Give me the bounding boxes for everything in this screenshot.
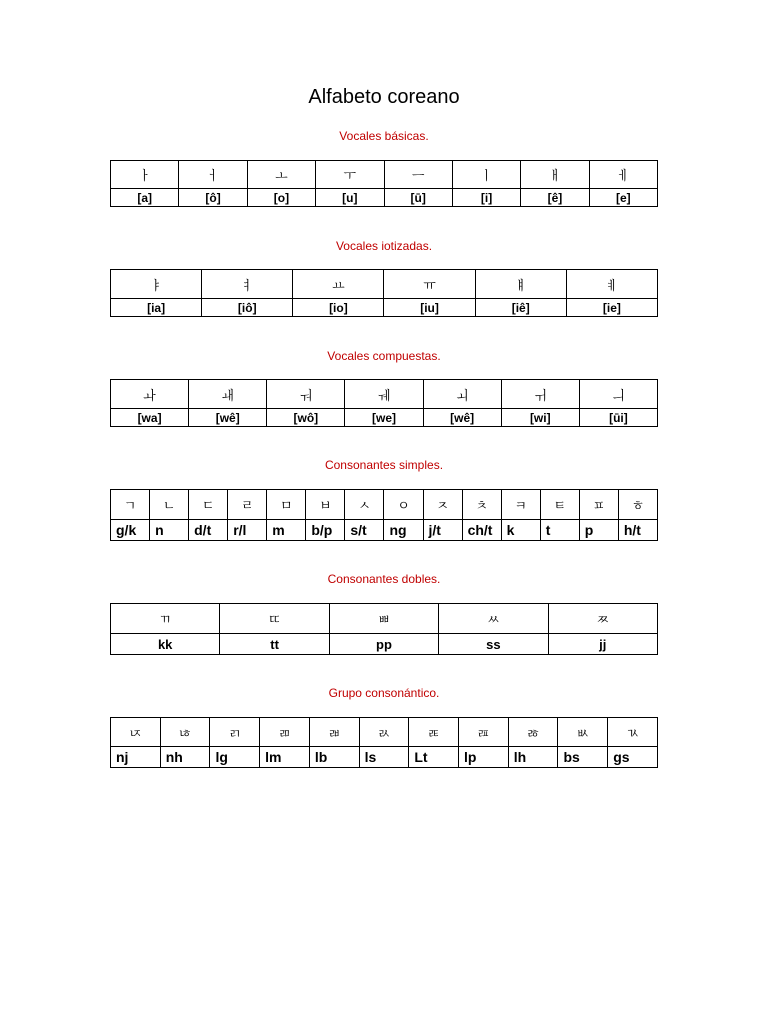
letter-cell: ㄿ — [459, 718, 509, 747]
letter-cell: ㅖ — [566, 270, 657, 299]
letter-cell: ㅂ — [306, 490, 345, 520]
letters-row — [111, 490, 658, 520]
letter-cell: ㅗ — [247, 161, 315, 189]
sound-cell: lg — [210, 747, 260, 768]
letter-cell: ㄸ — [220, 604, 329, 634]
sound-cell: lh — [508, 747, 558, 768]
sound-cell: ng — [384, 520, 423, 541]
table-vocales-compuestas — [110, 379, 658, 427]
letter-cell: ㄹ — [228, 490, 267, 520]
sound-cell: k — [501, 520, 540, 541]
letter-cell: ㅄ — [558, 718, 608, 747]
letter-cell: ㅍ — [579, 490, 618, 520]
sound-cell: lp — [459, 747, 509, 768]
table-vocales-iotizadas — [110, 269, 658, 317]
letter-cell: ㅣ — [452, 161, 520, 189]
letter-cell: ㅙ — [189, 380, 267, 409]
letter-cell: ㅘ — [111, 380, 189, 409]
letter-cell: ㅈ — [423, 490, 462, 520]
letter-cell: ㅋ — [501, 490, 540, 520]
letter-cell: ㅠ — [384, 270, 475, 299]
sound-cell: [o] — [247, 189, 315, 207]
letter-cell: ㄷ — [189, 490, 228, 520]
sound-cell: j/t — [423, 520, 462, 541]
letter-cell: ㄶ — [160, 718, 210, 747]
sound-cell: [ê] — [521, 189, 589, 207]
sound-cell: g/k — [111, 520, 150, 541]
sound-cell: [wô] — [267, 409, 345, 427]
sound-cell: nh — [160, 747, 210, 768]
sound-cell: gs — [608, 747, 658, 768]
sound-cell: [ū] — [384, 189, 452, 207]
sound-cell: [a] — [111, 189, 179, 207]
sound-cell: [i] — [452, 189, 520, 207]
sound-cell: h/t — [618, 520, 657, 541]
sound-cell: tt — [220, 634, 329, 655]
sound-cell: [iô] — [202, 299, 293, 317]
sound-cell: [wa] — [111, 409, 189, 427]
letters-row — [111, 718, 658, 747]
letter-cell: ㅢ — [579, 380, 657, 409]
letter-cell: ㅞ — [345, 380, 423, 409]
letter-cell: ㅐ — [521, 161, 589, 189]
letter-cell: ㄼ — [309, 718, 359, 747]
sound-cell: p — [579, 520, 618, 541]
sounds-row — [111, 409, 658, 427]
letter-cell: ㅔ — [589, 161, 657, 189]
sound-cell: n — [150, 520, 189, 541]
sound-cell: [iu] — [384, 299, 475, 317]
letter-cell: ㅀ — [508, 718, 558, 747]
sound-cell: lb — [309, 747, 359, 768]
letter-cell: ㄱ — [111, 490, 150, 520]
letter-cell: ㄵ — [111, 718, 161, 747]
letter-cell: ㄳ — [608, 718, 658, 747]
section-heading-vocales-compuestas: Vocales compuestas. — [327, 349, 441, 363]
letter-cell: ㅓ — [179, 161, 247, 189]
letter-cell: ㅎ — [618, 490, 657, 520]
sound-cell: s/t — [345, 520, 384, 541]
sound-cell: b/p — [306, 520, 345, 541]
sound-cell: [wê] — [423, 409, 501, 427]
letter-cell: ㅕ — [202, 270, 293, 299]
letter-cell: ㅇ — [384, 490, 423, 520]
letter-cell: ㅚ — [423, 380, 501, 409]
sound-cell: jj — [548, 634, 657, 655]
sound-cell: ls — [359, 747, 409, 768]
table-consonantes-dobles — [110, 603, 658, 655]
letter-cell: ㄻ — [260, 718, 310, 747]
sound-cell: t — [540, 520, 579, 541]
table-consonantes-simples — [110, 489, 658, 541]
sound-cell: pp — [329, 634, 438, 655]
letter-cell: ㅟ — [501, 380, 579, 409]
letters-row — [111, 380, 658, 409]
letter-cell: ㄺ — [210, 718, 260, 747]
sound-cell: kk — [111, 634, 220, 655]
letters-row — [111, 270, 658, 299]
sound-cell: bs — [558, 747, 608, 768]
letter-cell: ㅡ — [384, 161, 452, 189]
sound-cell: [ia] — [111, 299, 202, 317]
sounds-row — [111, 189, 658, 207]
letter-cell: ㅒ — [475, 270, 566, 299]
letter-cell: ㄾ — [409, 718, 459, 747]
sound-cell: [iê] — [475, 299, 566, 317]
sounds-row — [111, 634, 658, 655]
letter-cell: ㅊ — [462, 490, 501, 520]
sound-cell: [ô] — [179, 189, 247, 207]
sound-cell: [io] — [293, 299, 384, 317]
sound-cell: [ūi] — [579, 409, 657, 427]
letter-cell: ㅜ — [316, 161, 384, 189]
sounds-row — [111, 747, 658, 768]
letter-cell: ㅅ — [345, 490, 384, 520]
sound-cell: [u] — [316, 189, 384, 207]
page-title: Alfabeto coreano — [308, 86, 460, 108]
section-heading-consonantes-simples: Consonantes simples. — [324, 458, 444, 472]
letter-cell: ㅉ — [548, 604, 657, 634]
sound-cell: ch/t — [462, 520, 501, 541]
letters-row — [111, 161, 658, 189]
section-heading-vocales-basicas: Vocales básicas. — [339, 129, 429, 143]
table-vocales-basicas — [110, 160, 658, 207]
letter-cell: ㅛ — [293, 270, 384, 299]
letter-cell: ㅏ — [111, 161, 179, 189]
sound-cell: [wi] — [501, 409, 579, 427]
sound-cell: [ie] — [566, 299, 657, 317]
sound-cell: nj — [111, 747, 161, 768]
sound-cell: [we] — [345, 409, 423, 427]
section-heading-vocales-iotizadas: Vocales iotizadas. — [335, 239, 433, 253]
sound-cell: [wê] — [189, 409, 267, 427]
letter-cell: ㅆ — [439, 604, 548, 634]
sound-cell: [e] — [589, 189, 657, 207]
section-heading-consonantes-dobles: Consonantes dobles. — [327, 572, 441, 586]
section-heading-grupo-consonantico: Grupo consonántico. — [328, 686, 440, 700]
letter-cell: ㅑ — [111, 270, 202, 299]
sound-cell: Lt — [409, 747, 459, 768]
table-grupo-consonantico — [110, 717, 658, 768]
letter-cell: ㄲ — [111, 604, 220, 634]
sound-cell: r/l — [228, 520, 267, 541]
sound-cell: d/t — [189, 520, 228, 541]
letter-cell: ㄽ — [359, 718, 409, 747]
sound-cell: lm — [260, 747, 310, 768]
letter-cell: ㄴ — [150, 490, 189, 520]
letter-cell: ㅌ — [540, 490, 579, 520]
sound-cell: ss — [439, 634, 548, 655]
letter-cell: ㅃ — [329, 604, 438, 634]
sounds-row — [111, 299, 658, 317]
letter-cell: ㅝ — [267, 380, 345, 409]
letters-row — [111, 604, 658, 634]
letter-cell: ㅁ — [267, 490, 306, 520]
sound-cell: m — [267, 520, 306, 541]
sounds-row — [111, 520, 658, 541]
